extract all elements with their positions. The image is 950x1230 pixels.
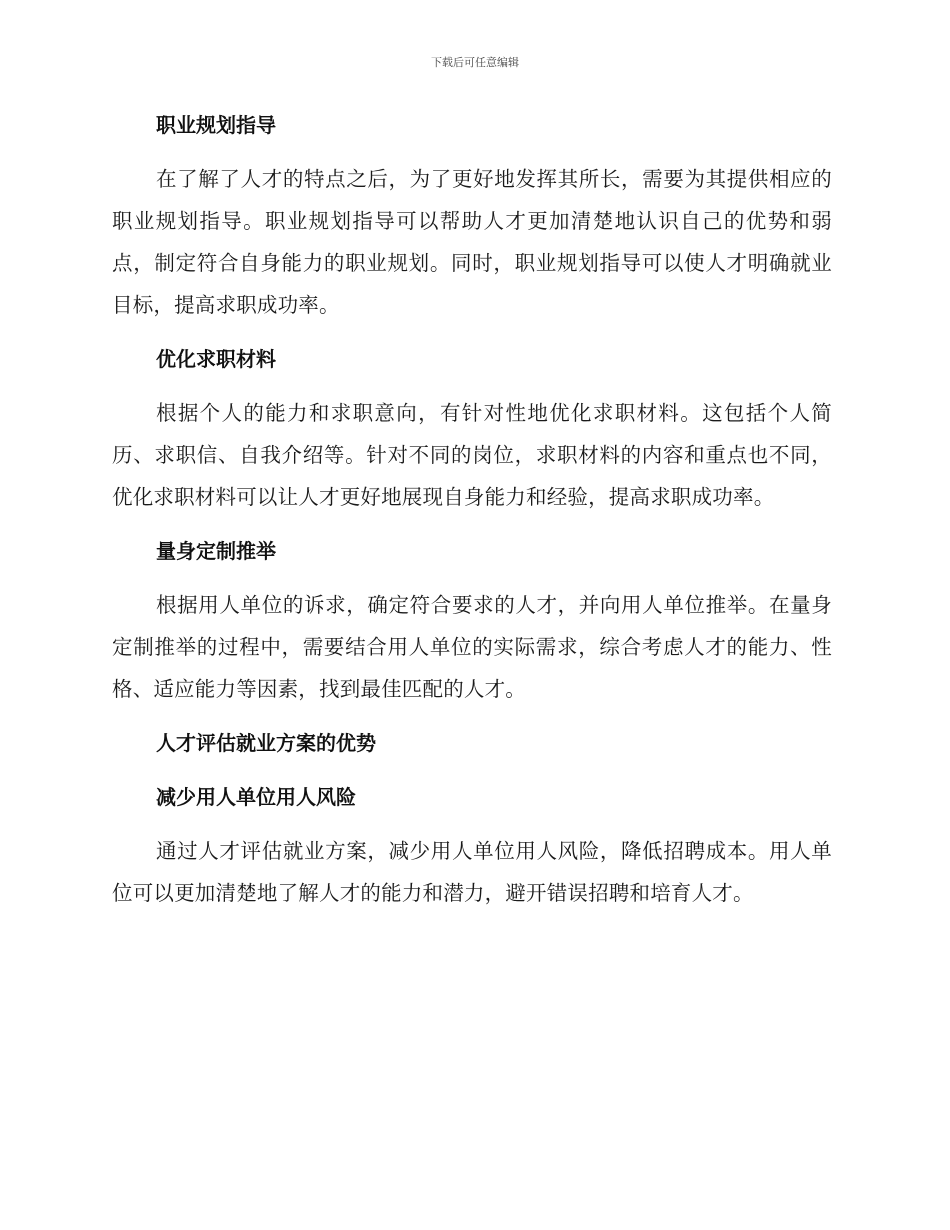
section-paragraph-optimize-materials: 根据个人的能力和求职意向，有针对性地优化求职材料。这包括个人简历、求职信、自我介绍等。针对不同的岗位，求职材料的内容和重点也不同，优化求职材料可以让人才更好地展现自身能力和经验，提高求职成功率。 [112,401,832,509]
section-paragraph-career-guidance: 在了解了人才的特点之后，为了更好地发挥其所长，需要为其提供相应的职业规划指导。职业规划指导可以帮助人才更加清楚地认识自己的优势和弱点，制定符合自身能力的职业规划。同时，职业规划指导可以使人才明确就业目标，提高求职成功率。 [112,167,832,317]
section-paragraph-reduce-risk: 通过人才评估就业方案，减少用人单位用人风险，降低招聘成本。用人单位可以更加清楚地了解人才的能力和潜力，避开错误招聘和培育人才。 [112,839,832,905]
section-heading-advantages: 人才评估就业方案的优势 [156,731,376,755]
section-heading-tailored-recommendation: 量身定制推举 [156,539,276,563]
section-heading-career-guidance: 职业规划指导 [156,113,276,137]
section-paragraph-tailored-recommendation: 根据用人单位的诉求，确定符合要求的人才，并向用人单位推举。在量身定制推举的过程中，需要结合用人单位的实际需求，综合考虑人才的能力、性格、适应能力等因素，找到最佳匹配的人才。 [112,593,832,701]
page-header-note: 下载后可任意编辑 [431,56,519,69]
section-heading-optimize-materials: 优化求职材料 [156,347,276,371]
section-heading-reduce-risk: 减少用人单位用人风险 [156,785,356,809]
document-body [112,104,832,926]
